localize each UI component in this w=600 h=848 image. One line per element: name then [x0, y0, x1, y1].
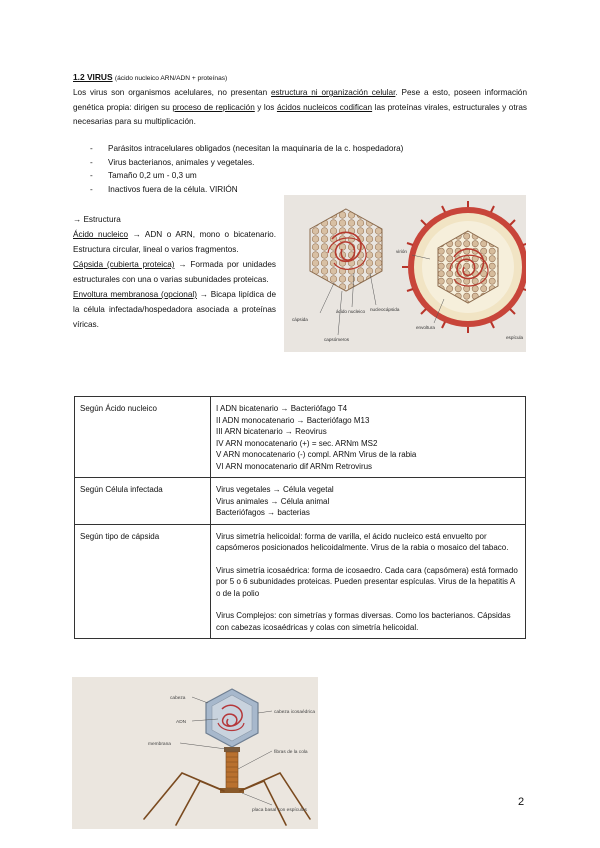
cell-paragraph: Virus simetría helicoidal: forma de varilla, el ácido nucleico está envuelto por capsómeros posicionados helicoidalmente. Virus de la rabia o mosaico del tabaco.: [216, 531, 509, 552]
label-head: cabeza: [170, 696, 186, 701]
structure-nucleic: [73, 227, 276, 257]
label-nucleocapsid: nucleocápsida: [370, 307, 400, 312]
list-item-text: Tamaño 0,2 um - 0,3 um: [108, 171, 197, 181]
list-item: [78, 169, 403, 183]
list-item-text: Inactivos fuera de la célula. VIRIÓN: [108, 184, 238, 194]
table-row: [75, 397, 526, 478]
structure-header: → Estructura: [73, 215, 121, 224]
capsid-text: → Formada por unidades estructurales con una o varias subunidades proteicas.: [73, 260, 276, 284]
bullet-marker: -: [90, 184, 93, 194]
intro-underline-2: proceso de replicación: [172, 102, 255, 112]
table-key-cell: Según Ácido nucleico: [75, 397, 211, 478]
section-heading: 1.2 VIRUS: [73, 72, 113, 82]
envelope-label: Envoltura membranosa (opcional): [73, 290, 197, 299]
cell-line: I ADN bicatenario → Bacteriófago T4: [216, 404, 348, 413]
table-key-cell: Según tipo de cápsida: [75, 524, 211, 639]
nucleic-text: → ADN o ARN, mono o bicatenario. Estructura circular, lineal o varios fragmentos.: [73, 230, 276, 254]
intro-paragraph: [73, 86, 527, 130]
cell-line: Virus animales → Célula animal: [216, 496, 330, 506]
classification-table: [74, 396, 526, 639]
label-nucleic: ácido nucleico: [336, 309, 366, 314]
section-title: [73, 71, 227, 85]
cell-paragraph: Virus Complejos: con simetrías y formas diversas. Como los bacterianos. Cápsidas con cabezas icosaédricas y colas con simetría helicoidal.: [216, 611, 511, 632]
label-capsid: cápsida: [292, 317, 308, 322]
label-virion: virión: [396, 249, 407, 254]
table-row: [75, 524, 526, 639]
structure-capsid: [73, 257, 276, 287]
label-dna: ADN: [176, 720, 187, 725]
table-value-cell: [211, 524, 526, 639]
structure-envelope: [73, 287, 276, 332]
structure-section: [73, 212, 276, 332]
intro-text-1: Los virus son organismos acelulares, no presentan: [73, 88, 271, 97]
intro-text-3: y los: [254, 102, 277, 112]
label-icosahedral-head: cabeza icosaédrica: [274, 710, 316, 715]
list-item-text: Parásitos intracelulares obligados (necesitan la maquinaria de la c. hospedadora): [108, 144, 404, 153]
table-value-cell: [211, 478, 526, 525]
table-value-cell: [211, 397, 526, 478]
virus-structure-illustration: [284, 195, 526, 352]
bacteriophage-figure: [72, 677, 318, 829]
capsid-label: Cápsida (cubierta proteica): [73, 260, 175, 269]
table-row: [75, 478, 526, 525]
intro-text-4: las proteínas virales, estructurales y otras necesarias para su multiplicación.: [73, 102, 527, 126]
list-item: [78, 142, 403, 156]
cell-paragraph: Virus simetría icosaédrica: forma de icosaedro. Cada cara (capsómera) está formado por 5 o 6 subunidades proteicas. Pueden presentar espículas. Virus de la hepatitis A o de la polio: [216, 565, 518, 598]
nucleic-label: Ácido nucleico: [73, 230, 129, 239]
cell-line: Bacteriófagos → bacterias: [216, 508, 310, 517]
label-base-plate: placa basal con espículas: [252, 808, 307, 813]
section-subtitle: (ácido nucleico ARN/ADN + proteínas): [114, 75, 228, 82]
label-tail-fibers: fibras de la cola: [274, 750, 308, 755]
label-capsomers: capsómeros: [324, 337, 350, 342]
cell-line: Virus vegetales → Célula vegetal: [216, 485, 334, 494]
cell-line: IV ARN monocatenario (+) = sec. ARNm MS2: [216, 438, 378, 448]
bullet-marker: -: [90, 157, 93, 167]
intro-underline-1: estructura ni organización celular: [271, 88, 396, 97]
list-item: [78, 156, 403, 170]
envelope-text: → Bicapa lipídica de la célula infectada/hospedadora asociada a proteínas víricas.: [73, 290, 277, 329]
label-membrane: membrana: [148, 742, 171, 747]
features-list: [78, 142, 403, 196]
intro-underline-3: ácidos nucleicos codifican: [276, 102, 373, 112]
virus-structure-figure: [284, 195, 526, 352]
cell-line: III ARN bicatenario → Reovirus: [216, 427, 327, 436]
list-item-text: Virus bacterianos, animales y vegetales.: [108, 157, 255, 167]
page-number: 2: [518, 796, 525, 808]
cell-line: V ARN monocatenario (-) compl. ARNm Virus de la rabia: [216, 450, 417, 459]
bacteriophage-illustration: [72, 677, 318, 829]
bullet-marker: -: [90, 171, 93, 181]
table-key-cell: Según Célula infectada: [75, 478, 211, 525]
cell-line: II ADN monocatenario → Bacteriófago M13: [216, 415, 370, 425]
intro-text-2: . Pese a esto, poseen información genética propia: dirigen su: [73, 88, 527, 112]
label-spike: espícula: [506, 335, 524, 340]
bullet-marker: -: [90, 144, 93, 153]
label-envelope: envoltura: [416, 325, 435, 330]
cell-line: VI ARN monocatenario dif ARNm Retrovirus: [216, 461, 373, 471]
